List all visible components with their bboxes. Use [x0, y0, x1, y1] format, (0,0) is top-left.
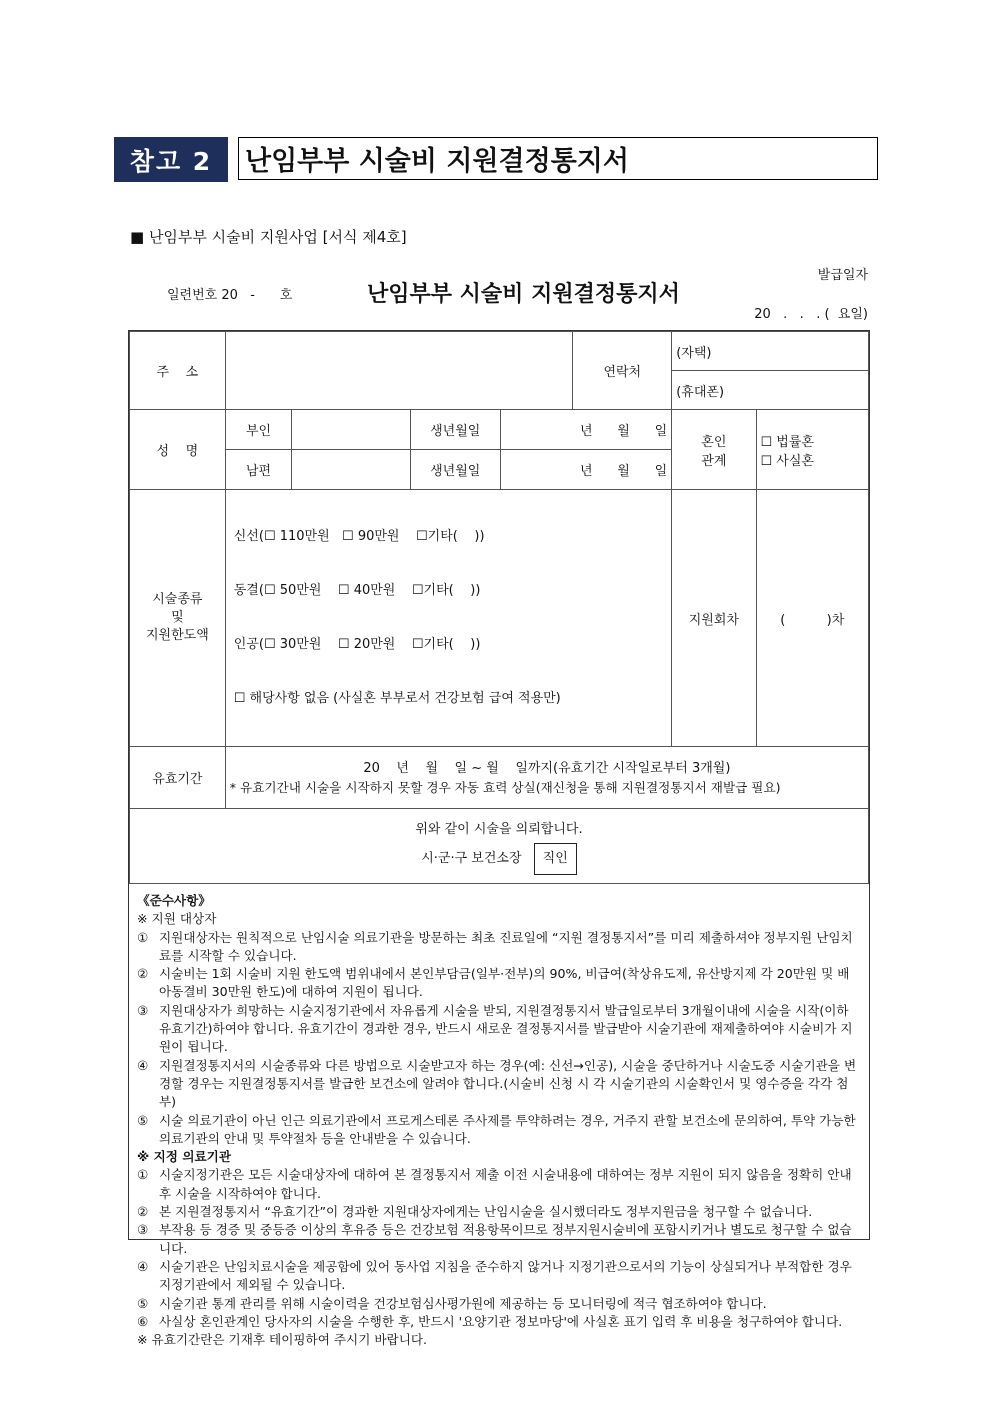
validity-notice: * 유효기간내 시술을 시작하지 못할 경우 자동 효력 상실(재신청을 통해 지원결정통지서 재발급 필요) [229, 779, 781, 795]
recipient-rules-list [137, 929, 861, 1149]
rule-item [137, 1057, 861, 1112]
address-label: 주 소 [130, 332, 226, 410]
name-label: 성 명 [130, 410, 226, 490]
rule-text: 시술지정기관은 모든 시술대상자에 대하여 본 결정통지서 제출 이전 시술내용에 대하여는 정부 지원이 되지 않음을 정확히 안내 후 시술을 시작하여야 합니다. [159, 1167, 852, 1201]
rule-item [137, 1166, 861, 1203]
validity-cell [225, 747, 868, 809]
rule-item [137, 1258, 861, 1295]
rules-subheading-recipients: ※ 지원 대상자 [137, 911, 217, 927]
rule-number: ⑤ [137, 1112, 149, 1128]
wife-birth-label: 생년월일 [411, 410, 501, 450]
rule-text: 지원대상자가 희망하는 시술지정기관에서 자유롭게 시술을 받되, 지원결정통지서 발급일로부터 3개월이내에 시술을 시작(이하 유효기간)하여야 합니다. 유효기간이 경과한 경우, 반드시 새로운 결정통지서를 발급받아 시술기관에 재제출하여야 시술비가 지원이 됩니다. [159, 1002, 853, 1055]
info-table [129, 331, 869, 884]
official-seal: 직인 [534, 843, 577, 875]
marriage-options [756, 410, 868, 490]
rule-item [137, 1203, 861, 1221]
serial-number: 일련번호 20 - 호 [167, 288, 293, 303]
reference-title: 난임부부 시술비 지원결정통지서 [238, 137, 878, 180]
rule-number: ⑤ [137, 1295, 149, 1311]
rule-item [137, 965, 861, 1002]
mobile-phone-field[interactable]: (휴대폰) [672, 371, 869, 410]
rules-footer: ※ 유효기간란은 기재후 테이핑하여 주시기 바랍니다. [137, 1332, 428, 1348]
rule-item [137, 1221, 861, 1258]
rule-text: 지원결정통지서의 시술종류와 다른 방법으로 시술받고자 하는 경우(예: 신선→인공), 시술을 중단하거나 시술도중 시술기관을 변경할 경우는 지원결정통지서를 발급한 보건소에 알려야 합니다.(시술비 신청 시 각 시술기관의 시술확인서 및 영수증을 각각 첨부) [159, 1057, 857, 1110]
address-field[interactable] [225, 332, 573, 410]
support-count-label: 지원회차 [672, 490, 756, 747]
contact-label: 연락처 [573, 332, 672, 410]
home-phone-field[interactable]: (자택) [672, 332, 869, 371]
rule-number: ① [137, 1167, 149, 1183]
not-applicable-option[interactable]: ☐ 해당사항 없음 (사실혼 부부로서 건강보험 급여 적용만) [233, 691, 561, 706]
husband-label: 남편 [225, 450, 292, 490]
form-label: ■ 난임부부 시술비 지원사업 [서식 제4호] [130, 228, 407, 246]
rule-text: 지원대상자는 원칙적으로 난임시술 의료기관을 방문하는 최초 진료일에 “지원 결정통지서”를 미리 제출하셔야 정부지원 난임치료를 시작할 수 있습니다. [159, 929, 853, 963]
wife-birth-field[interactable]: 년 월 일 [500, 410, 672, 450]
fresh-options[interactable]: 신선(☐ 110만원 ☐ 90만원 ☐기타( )) [233, 529, 485, 544]
marriage-label: 혼인 관계 [672, 410, 756, 490]
rule-number: ① [137, 929, 149, 945]
issue-date-field: 20 . . . ( 요일) [754, 307, 868, 322]
wife-name-field[interactable] [292, 410, 411, 450]
procedure-type-label: 시술종류 및 지원한도액 [130, 490, 226, 747]
artificial-options[interactable]: 인공(☐ 30만원 ☐ 20만원 ☐기타( )) [233, 637, 481, 652]
rule-number: ⑥ [137, 1313, 149, 1329]
rules-heading: 《준수사항》 [137, 893, 211, 908]
rule-number: ② [137, 1204, 149, 1220]
issue-date-label: 발급일자 [817, 268, 868, 283]
support-count-field[interactable]: ( )차 [756, 490, 868, 747]
rule-number: ④ [137, 1057, 149, 1073]
rule-item [137, 929, 861, 966]
procedure-type-options [225, 490, 671, 747]
director-line [134, 843, 864, 875]
validity-label: 유효기간 [130, 747, 226, 809]
rule-text: 시술기관 통계 관리를 위해 시술이력을 건강보험심사평가원에 제공하는 등 모니터링에 적극 협조하여야 합니다. [159, 1295, 767, 1311]
rule-text: 시술기관은 난임치료시술을 제공함에 있어 동사업 지침을 준수하지 않거나 지정기관으로서의 기능이 상실되거나 부적합한 경우 지정기관에서 제외될 수 있습니다. [159, 1258, 852, 1293]
rule-item [137, 1002, 861, 1057]
legal-marriage-checkbox[interactable]: ☐ 법률혼 [760, 434, 814, 450]
rule-item [137, 1295, 861, 1313]
rule-text: 부작용 등 경증 및 중등증 이상의 후유증 등은 건강보험 적용항목이므로 정부지원시술비에 포함시키거나 별도로 청구할 수 없습니다. [159, 1222, 852, 1256]
de-facto-marriage-checkbox[interactable]: ☐ 사실혼 [760, 453, 814, 469]
rules-subheading-institutions: ※ 지정 의료기관 [137, 1149, 232, 1165]
husband-name-field[interactable] [292, 450, 411, 490]
rule-number: ④ [137, 1258, 149, 1274]
rule-text: 시술비는 1회 시술비 지원 한도액 범위내에서 본인부담금(일부·전부)의 90%, 비급여(착상유도제, 유산방지제 각 20만원 및 배아동결비 30만원 한도)에 대하여 지원이 됩니다. [159, 966, 850, 1000]
rule-text: 본 지원결정통지서 “유효기간”이 경과한 지원대상자에게는 난임시술을 실시했더라도 정부지원금을 청구할 수 없습니다. [159, 1204, 813, 1220]
compliance-rules [129, 884, 869, 1349]
wife-label: 부인 [225, 410, 292, 450]
director-label: 시·군·구 보건소장 [421, 851, 522, 866]
document-title: 난임부부 시술비 지원결정통지서 [367, 282, 680, 307]
rule-item [137, 1112, 861, 1149]
institution-rules-list [137, 1166, 861, 1331]
request-text: 위와 같이 시술을 의뢰합니다. [415, 822, 583, 837]
validity-period[interactable]: 20 년 월 일 ~ 월 일까지(유효기간 시작일로부터 3개월) [363, 760, 731, 776]
request-cell [130, 809, 869, 884]
husband-birth-label: 생년월일 [411, 450, 501, 490]
frozen-options[interactable]: 동결(☐ 50만원 ☐ 40만원 ☐기타( )) [233, 583, 481, 598]
rule-text: 사실상 혼인관계인 당사자의 시술을 수행한 후, 반드시 '요양기관 정보마당'에 사실혼 표기 입력 후 비용을 청구하여야 합니다. [159, 1313, 843, 1329]
rule-item [137, 1313, 861, 1331]
husband-birth-field[interactable]: 년 월 일 [500, 450, 672, 490]
rule-number: ③ [137, 1002, 149, 1018]
rule-number: ② [137, 966, 149, 982]
reference-tag: 참고 2 [114, 137, 228, 182]
notice-form [128, 330, 870, 1348]
rule-number: ③ [137, 1222, 149, 1238]
rule-text: 시술 의료기관이 아닌 인근 의료기관에서 프로게스테론 주사제를 투약하려는 경우, 거주지 관할 보건소에 문의하여, 투약 가능한 의료기관의 안내 및 투약절차 등을 안내받을 수 있습니다. [159, 1112, 856, 1146]
